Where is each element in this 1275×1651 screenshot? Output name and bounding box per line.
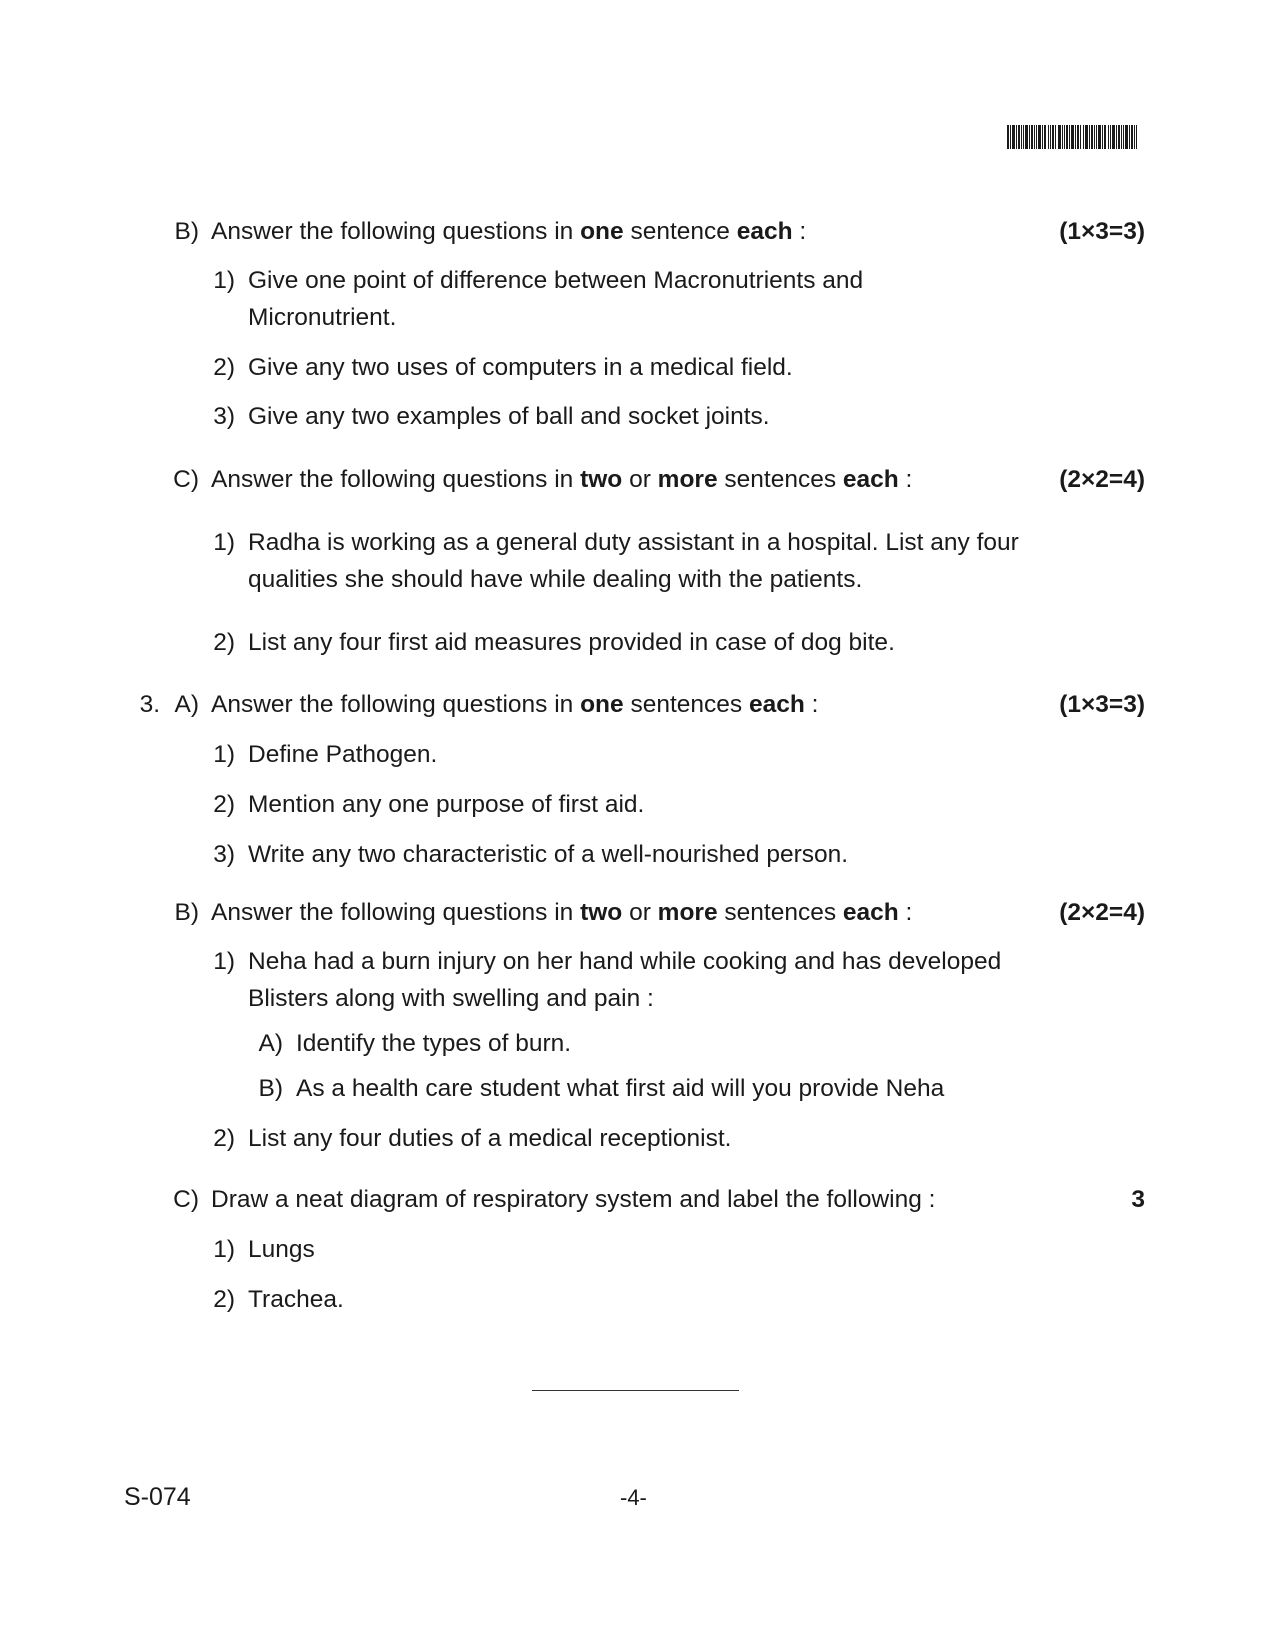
question-text-continued: Micronutrient. [248, 304, 397, 331]
section-3b-label: B) [174, 899, 199, 926]
section-2b-instruction: Answer the following questions in one sentence each : [211, 218, 807, 245]
question-text: Lungs [248, 1236, 315, 1263]
question-number: 1) [213, 948, 235, 975]
question-text: Neha had a burn injury on her hand while cooking and has developed [248, 948, 1002, 975]
question-text: List any four duties of a medical receptionist. [248, 1125, 732, 1152]
question-number: 2) [213, 354, 235, 381]
question-text-continued: Blisters along with swelling and pain : [248, 985, 654, 1012]
page-number: -4- [620, 1485, 647, 1510]
question-text: Write any two characteristic of a well-nourished person. [248, 841, 849, 868]
question-3-number: 3. [139, 691, 160, 718]
section-2c-marks: (2×2=4) [1059, 466, 1145, 493]
sub-question-text: Identify the types of burn. [296, 1030, 572, 1057]
question-text-continued: qualities she should have while dealing with the patients. [248, 566, 863, 593]
question-number: 2) [213, 791, 235, 818]
question-number: 1) [213, 741, 235, 768]
section-2c-label: C) [173, 466, 199, 493]
section-3c-label: C) [173, 1186, 199, 1213]
sub-question-text: As a health care student what first aid will you provide Neha [296, 1075, 945, 1102]
question-text: Give any two uses of computers in a medical field. [248, 354, 793, 381]
section-2b-marks: (1×3=3) [1059, 218, 1145, 245]
section-3c-marks: 3 [1131, 1186, 1145, 1213]
question-number: 1) [213, 267, 235, 294]
question-number: 2) [213, 1286, 235, 1313]
section-2b-label: B) [174, 218, 199, 245]
question-text: List any four first aid measures provided in case of dog bite. [248, 629, 895, 656]
section-3a-instruction: Answer the following questions in one sentences each : [211, 691, 819, 718]
question-number: 2) [213, 629, 235, 656]
question-text: Define Pathogen. [248, 741, 438, 768]
section-3a-marks: (1×3=3) [1059, 691, 1145, 718]
question-text: Give one point of difference between Macronutrients and [248, 267, 864, 294]
section-3a-label: A) [174, 691, 199, 718]
barcode-image [1007, 125, 1137, 149]
question-text: Radha is working as a general duty assistant in a hospital. List any four [248, 529, 1019, 556]
question-number: 2) [213, 1125, 235, 1152]
end-divider [532, 1390, 739, 1391]
question-text: Mention any one purpose of first aid. [248, 791, 645, 818]
question-number: 1) [213, 1236, 235, 1263]
question-text: Trachea. [248, 1286, 344, 1313]
paper-code: S-074 [124, 1483, 191, 1511]
section-3b-instruction: Answer the following questions in two or more sentences each : [211, 899, 913, 926]
question-text: Give any two examples of ball and socket joints. [248, 403, 770, 430]
section-3c-instruction: Draw a neat diagram of respiratory system and label the following : [211, 1186, 936, 1213]
section-2c-instruction: Answer the following questions in two or more sentences each : [211, 466, 913, 493]
question-number: 3) [213, 841, 235, 868]
sub-question-number: B) [258, 1075, 283, 1102]
sub-question-number: A) [258, 1030, 283, 1057]
question-number: 3) [213, 403, 235, 430]
section-3b-marks: (2×2=4) [1059, 899, 1145, 926]
question-number: 1) [213, 529, 235, 556]
